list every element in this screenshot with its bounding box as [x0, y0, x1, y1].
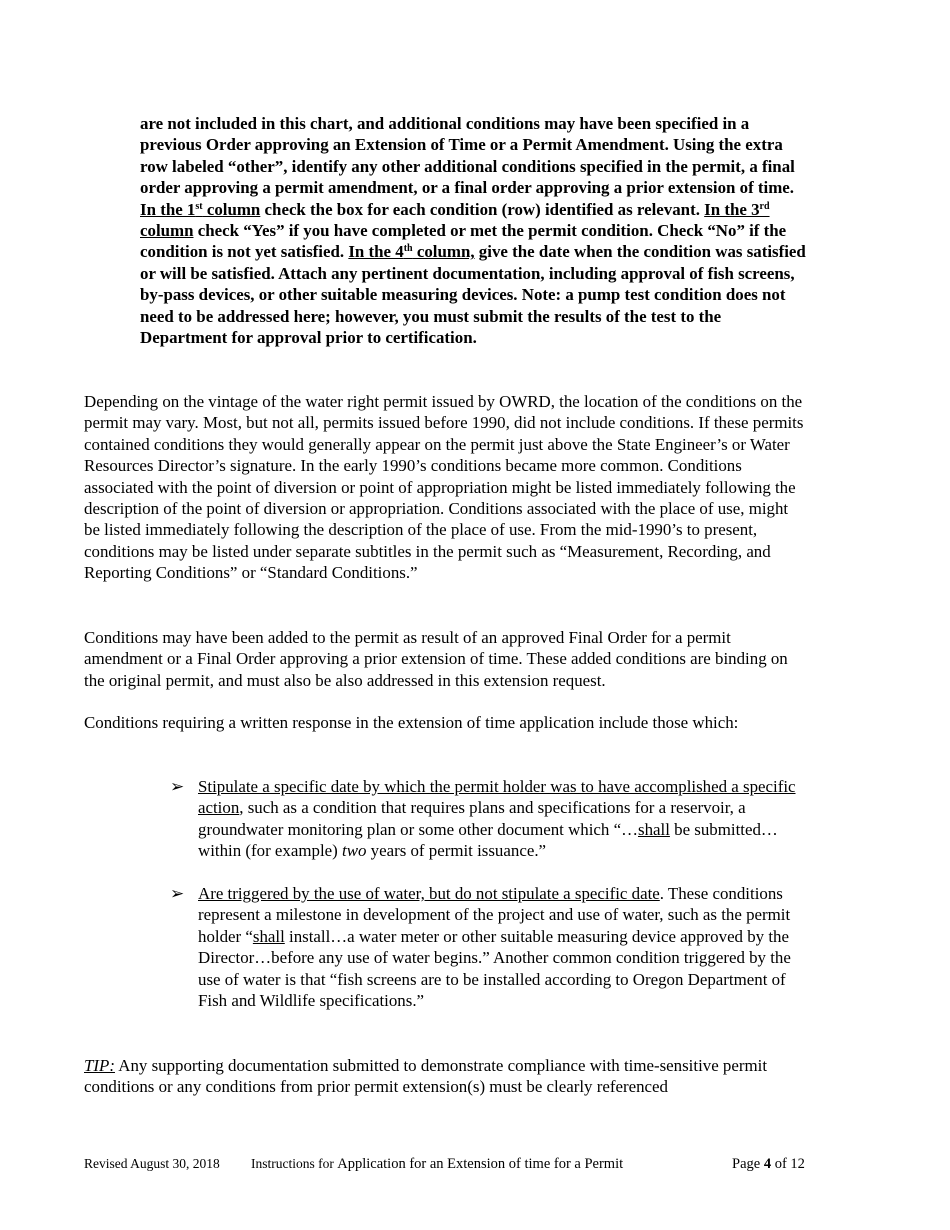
page-current: 4	[763, 1156, 772, 1172]
third-column-word: column	[140, 221, 194, 241]
shall-word: shall	[638, 819, 670, 839]
instructions-text-1: are not included in this chart, and additional conditions may have been specified in a previous Order approving an Extension of Time or a Permit Amendment. Using the extra row labeled “other”, identify any other additional conditions specified in the permit, a final order approving a permit amendment, or a final order approving a prior extension of time.	[140, 114, 795, 198]
page-total: of 12	[771, 1156, 805, 1172]
first-column-word: column	[202, 199, 261, 219]
bullet-specific-date	[170, 776, 810, 862]
first-column-ref	[140, 200, 260, 219]
arrow-bullet-icon: ➢	[170, 884, 185, 903]
bullet-body-1: . These conditions represent a milestone in development of the project and use of water, such as the permit holder “	[198, 884, 791, 946]
arrow-bullet-icon: ➢	[170, 777, 185, 796]
bullet-body-2: be submitted…within (for example)	[198, 819, 778, 861]
bullet-heading: Stipulate a specific date by which the permit holder was to have accomplished a specific action	[198, 777, 796, 818]
document-title	[251, 1155, 623, 1173]
bullet-body-3: years of permit issuance.”	[366, 841, 547, 861]
page-prefix: Page	[732, 1156, 764, 1172]
instructions-block	[140, 113, 810, 348]
bullet-text	[198, 883, 810, 1011]
bullet-text	[198, 776, 810, 862]
page-number	[732, 1155, 805, 1173]
instructions-text-4: give the date when the condition was satisfied or will be satisfied. Attach any pertinent documentation, including approval of fish screens, by-pass devices, or other suitable measuring devices. Note: a pump test condition does not need to be addressed here; however, you must submit the results of the test to the Department for approval prior to certification.	[140, 242, 806, 348]
paragraph-permit-vintage: Depending on the vintage of the water right permit issued by OWRD, the location of the conditions on the permit may vary. Most, but not all, permits issued before 1990, did not include conditions. If these permits contained conditions they would generally appear on the permit just above the State Engineer’s or Water Resources Director’s signature. In the early 1990’s conditions became more common. Conditions associated with the point of diversion or point of appropriation might be listed immediately following the description of the point of diversion or appropriation. Conditions associated with the place of use, might be listed immediately following the description of the place of use. From the mid-1990’s to present, conditions may be listed under separate subtitles in the permit such as “Measurement, Recording, and Reporting Conditions” or “Standard Conditions.”	[84, 392, 804, 583]
first-column-label: In the 1	[140, 199, 196, 219]
paragraph-added-conditions: Conditions may have been added to the permit as result of an approved Final Order for a permit amendment or a Final Order approving a prior extension of time. These added conditions are binding on the original permit, and must also be also addressed in this extension request.	[84, 628, 788, 690]
first-column-sup: st	[195, 200, 203, 212]
tip-text: Any supporting documentation submitted to demonstrate compliance with time-sensitive permit conditions or any conditions from prior permit extension(s) must be clearly referenced	[84, 1056, 768, 1097]
fourth-column-label: In the 4	[348, 242, 404, 262]
fourth-column-sup: th	[403, 243, 413, 255]
title-prefix: Instructions for	[251, 1156, 338, 1171]
shall-word: shall	[252, 926, 285, 946]
tip-paragraph	[84, 1055, 804, 1098]
instructions-text-3: check “Yes” if you have completed or met the permit condition. Check “No” if the condition is not yet satisfied.	[140, 221, 787, 262]
bullet-triggered-by-use	[170, 883, 810, 1011]
third-column-label: In the 3	[704, 199, 760, 219]
revision-date: Revised August 30, 2018	[84, 1156, 220, 1171]
fourth-column-ref	[348, 242, 474, 261]
title-main: Application for an Extension of time for a Permit	[337, 1156, 624, 1172]
two-word: two	[342, 841, 367, 861]
bullet-body-1: , such as a condition that requires plans and specifications for a reservoir, a groundwater monitoring plan or some other document which “…	[198, 798, 746, 839]
tip-label: TIP:	[84, 1056, 115, 1075]
third-column-sup: rd	[759, 200, 770, 212]
bullet-body-2: install…a water meter or other suitable measuring device approved by the Director…before any use of water begins.” Another common condition triggered by the use of water is that “fish screens are to be installed according to Oregon Department of Fish and Wildlife specifications.”	[198, 926, 791, 1011]
instructions-text-2: check the box for each condition (row) identified as relevant.	[260, 199, 705, 219]
fourth-column-word: column,	[412, 242, 475, 262]
bullet-heading: Are triggered by the use of water, but do not stipulate a specific date	[198, 884, 660, 903]
paragraph-written-response: Conditions requiring a written response in the extension of time application include those which:	[84, 713, 739, 732]
